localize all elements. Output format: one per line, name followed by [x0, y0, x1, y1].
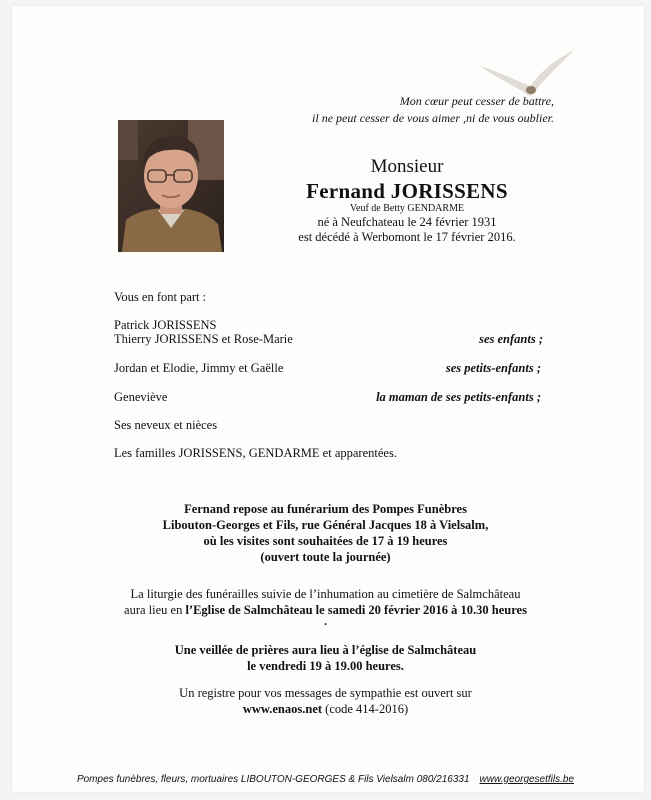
honorific: Monsieur: [370, 156, 444, 177]
grandchildren-role: ses petits-enfants ;: [445, 361, 541, 375]
footer-website-link[interactable]: www.georgesetfils.be: [479, 774, 575, 785]
child-line-1: Patrick JORISSENS: [114, 318, 217, 332]
funeral-home-line-1: Fernand repose au funérarium des Pompes Funèbres: [184, 502, 467, 516]
register-code: (code 414-2016): [322, 702, 409, 716]
footer: [0, 774, 651, 785]
nephews-line: Ses neveux et nièces: [114, 418, 218, 432]
mother-role: la maman de ses petits-enfants ;: [376, 390, 541, 404]
funeral-home-line-4: (ouvert toute la journée): [260, 550, 391, 564]
register-line-2: [0, 701, 651, 717]
quote-line-1: Mon cœur peut cesser de battre,: [399, 94, 554, 108]
death-line: est décédé à Werbomont le 17 février 2016.: [298, 230, 516, 244]
vigil-line-1: Une veillée de prières aura lieu à l’église de Salmchâteau: [174, 643, 477, 657]
funeral-home-line-2: Libouton-Georges et Fils, rue Général Jacques 18 à Vielsalm,: [162, 518, 489, 532]
vigil-block: [0, 642, 651, 674]
register-block: [0, 685, 651, 717]
liturgy-line-2: [0, 602, 651, 618]
bird-icon: [478, 46, 578, 98]
intro-text: Vous en font part :: [114, 290, 207, 304]
register-line-1: Un registre pour vos messages de sympathie est ouvert sur: [179, 686, 472, 700]
mother-line: Geneviève: [114, 390, 168, 404]
liturgy-line-1: La liturgie des funérailles suivie de l’inhumation au cimetière de Salmchâteau: [130, 587, 521, 601]
footer-text: Pompes funèbres, fleurs, mortuaires LIBOUTON-GEORGES & Fils Vielsalm 080/216331: [76, 774, 470, 785]
funeral-home-line-3: où les visites sont souhaitées de 17 à 19 heures: [203, 534, 448, 548]
funeral-home-block: [0, 501, 651, 565]
separator-dot: ·: [323, 617, 328, 631]
liturgy-block: [0, 586, 651, 618]
epitaph-quote: [0, 93, 554, 127]
vigil-line-2: le vendredi 19 à 19.00 heures.: [247, 659, 404, 673]
quote-line-2: il ne peut cesser de vous aimer ,ni de vous oublier.: [312, 111, 554, 125]
portrait-photo: [118, 120, 224, 252]
register-site-link[interactable]: www.enaos.net: [242, 702, 323, 716]
liturgy-details: l’Eglise de Salmchâteau le samedi 20 février 2016 à 10.30 heures: [185, 603, 527, 617]
children-role: ses enfants ;: [479, 332, 543, 346]
deceased-name: Fernand JORISSENS: [306, 179, 508, 203]
liturgy-prefix: aura lieu en: [124, 603, 186, 617]
birth-line: né à Neufchateau le 24 février 1931: [317, 215, 497, 229]
families-line: Les familles JORISSENS, GENDARME et apparentées.: [114, 446, 397, 460]
child-line-2: Thierry JORISSENS et Rose-Marie: [114, 332, 293, 346]
grandchildren-line: Jordan et Elodie, Jimmy et Gaëlle: [114, 361, 284, 375]
widower-line: Veuf de Betty GENDARME: [349, 203, 465, 214]
